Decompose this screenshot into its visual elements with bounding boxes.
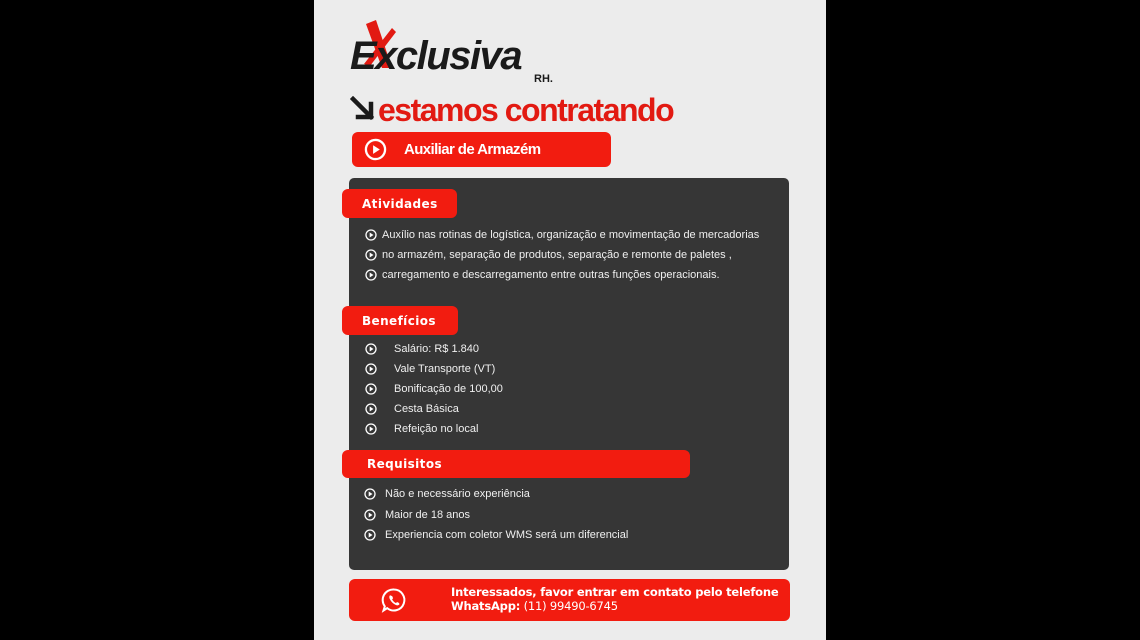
benefit-text: Cesta Básica (394, 403, 459, 415)
play-circle-icon (365, 343, 377, 355)
benefit-text: Salário: R$ 1.840 (394, 343, 479, 355)
requirement-text: Experiencia com coletor WMS será um diferencial (385, 529, 629, 541)
activity-text: no armazém, separação de produtos, separação e remonte de paletes , (382, 249, 732, 261)
headline: estamos contratando (378, 92, 674, 128)
play-circle-icon (365, 403, 377, 415)
play-circle-icon (364, 529, 376, 541)
list-item (365, 403, 459, 415)
job-title-banner (352, 132, 611, 167)
play-circle-icon (365, 229, 377, 241)
arrow-down-right-icon (350, 96, 376, 122)
section-title-atividades: Atividades (362, 196, 438, 211)
list-item (365, 423, 478, 435)
whatsapp-number[interactable]: (11) 99490-6745 (523, 599, 618, 613)
play-circle-icon (365, 269, 377, 281)
list-item (365, 343, 479, 355)
brand-name: Exclusiva (350, 34, 522, 78)
brand-logo (350, 26, 553, 88)
activity-text: carregamento e descarregamento entre outras funções operacionais. (382, 269, 720, 281)
play-circle-icon (364, 509, 376, 521)
section-title-requisitos: Requisitos (367, 457, 443, 471)
benefit-text: Bonificação de 100,00 (394, 383, 503, 395)
list-item (364, 488, 530, 500)
section-title-beneficios: Benefícios (362, 313, 436, 328)
requirement-text: Maior de 18 anos (385, 509, 470, 521)
play-circle-icon (365, 383, 377, 395)
list-item (365, 363, 495, 375)
list-item (365, 229, 759, 241)
play-circle-icon (364, 488, 376, 500)
list-item (365, 249, 732, 261)
contact-banner (349, 579, 790, 621)
whatsapp-label: WhatsApp: (451, 599, 521, 613)
list-item (364, 529, 628, 541)
requirement-text: Não e necessário experiência (385, 488, 530, 500)
job-poster (314, 0, 826, 640)
whatsapp-icon (381, 587, 407, 613)
play-circle-icon (364, 138, 387, 161)
play-circle-icon (365, 423, 377, 435)
contact-whatsapp (451, 599, 618, 613)
section-tab-atividades (342, 189, 457, 218)
benefit-text: Vale Transporte (VT) (394, 363, 496, 375)
contact-instructions: Interessados, favor entrar em contato pelo telefone (451, 585, 779, 599)
benefit-text: Refeição no local (394, 423, 479, 435)
brand-suffix: RH. (534, 73, 553, 85)
play-circle-icon (365, 249, 377, 261)
list-item (365, 269, 720, 281)
job-title: Auxiliar de Armazém (404, 141, 541, 158)
section-tab-requisitos (342, 450, 690, 478)
list-item (365, 383, 503, 395)
details-panel (349, 178, 789, 570)
play-circle-icon (365, 363, 377, 375)
list-item (364, 509, 470, 521)
activity-text: Auxílio nas rotinas de logística, organização e movimentação de mercadorias (382, 229, 760, 241)
section-tab-beneficios (342, 306, 458, 335)
